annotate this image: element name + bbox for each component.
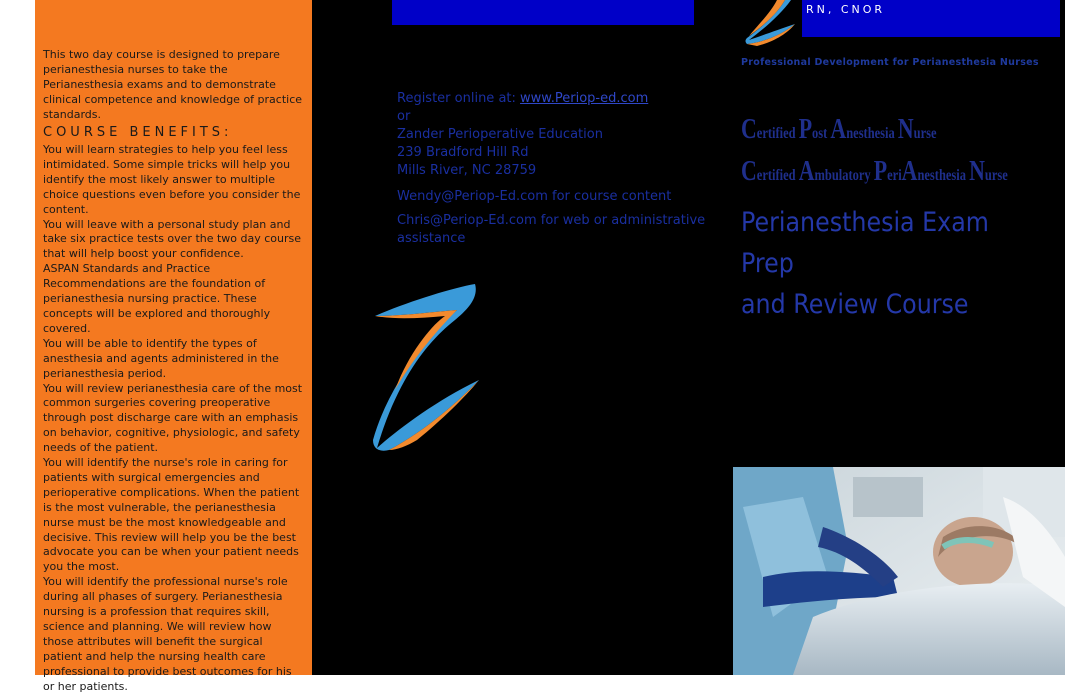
middle-panel xyxy=(312,0,725,675)
register-prefix: Register online at: xyxy=(397,91,521,106)
address-block xyxy=(397,108,707,180)
benefit-item: You will learn strategies to help you feel less intimidated. Some simple tricks will help you identify the most likely answer to multiple choice questions even before you consider the content. xyxy=(43,143,301,216)
z-logo-small-icon xyxy=(743,0,803,46)
right-panel xyxy=(725,0,1065,675)
street-address: 239 Bradford Hill Rd xyxy=(397,145,529,160)
or-text: or xyxy=(397,109,411,124)
certification-cpan: Certified Post Anesthesia Nurse xyxy=(741,114,937,145)
benefit-item: You will leave with a personal study plan and take six practice tests over the two day course that will help boost your confidence. xyxy=(43,217,302,261)
benefit-item: You will be able to identify the types of anesthesia and agents administered in the perianesthesia period. xyxy=(43,336,279,380)
benefits-list xyxy=(43,143,305,695)
z-logo-icon xyxy=(367,280,487,452)
benefit-item: You will identify the professional nurse's role during all phases of surgery. Perianesthesia nursing is a profession that requires skill, science and planning. We will review how those attributes will benefit the surgical patient and help the nursing health care professional to provide best outcomes for his or her patients. xyxy=(43,575,292,693)
benefits-heading: COURSE BENEFITS: xyxy=(43,125,233,140)
course-title: Perianesthesia Exam Prep and Review Course xyxy=(741,207,989,320)
org-name: Zander Perioperative Education xyxy=(397,127,603,142)
left-panel xyxy=(35,0,312,693)
patient-care-photo xyxy=(733,467,1065,675)
benefit-item: You will review perianesthesia care of the most common surgeries covering preoperative through post discharge care with an emphasis on behavior, cognitive, physiologic, and safety needs of the patient. xyxy=(43,381,303,455)
author-bar xyxy=(802,0,1060,37)
city-state-zip: Mills River, NC 28759 xyxy=(397,163,537,178)
blue-header-bar xyxy=(392,0,694,25)
certification-capa: Certified Ambulatory PeriAnesthesia Nurse xyxy=(741,156,1008,187)
email-admin-contact[interactable]: Chris@Periop-Ed.com for web or administrative assistance xyxy=(397,213,706,246)
website-link[interactable]: www.Periop-ed.com xyxy=(520,91,649,106)
benefit-item: ASPAN Standards and Practice Recommendations are the foundation of perianesthesia nursing practice. These concepts will be explored and thoroughly covered. xyxy=(43,262,271,335)
email-content-contact[interactable]: Wendy@Periop-Ed.com for course content xyxy=(397,189,672,204)
register-line xyxy=(397,90,707,108)
benefit-item: You will identify the nurse's role in caring for patients with surgical emergencies and perioperative complications. When the patient is the most vulnerable, the perianesthesia nurse must be the most knowledgeable and decisive. This review will help you be the best advocate you can be when your patient needs you the most. xyxy=(43,456,300,574)
author-credentials: RN, CNOR xyxy=(806,3,886,16)
course-intro: This two day course is designed to prepare perianesthesia nurses to take the Perianesthesia exams and to demonstrate clinical competence and knowledge of practice standards. xyxy=(43,48,303,121)
tagline: Professional Development for Perianesthesia Nurses xyxy=(741,57,1039,68)
